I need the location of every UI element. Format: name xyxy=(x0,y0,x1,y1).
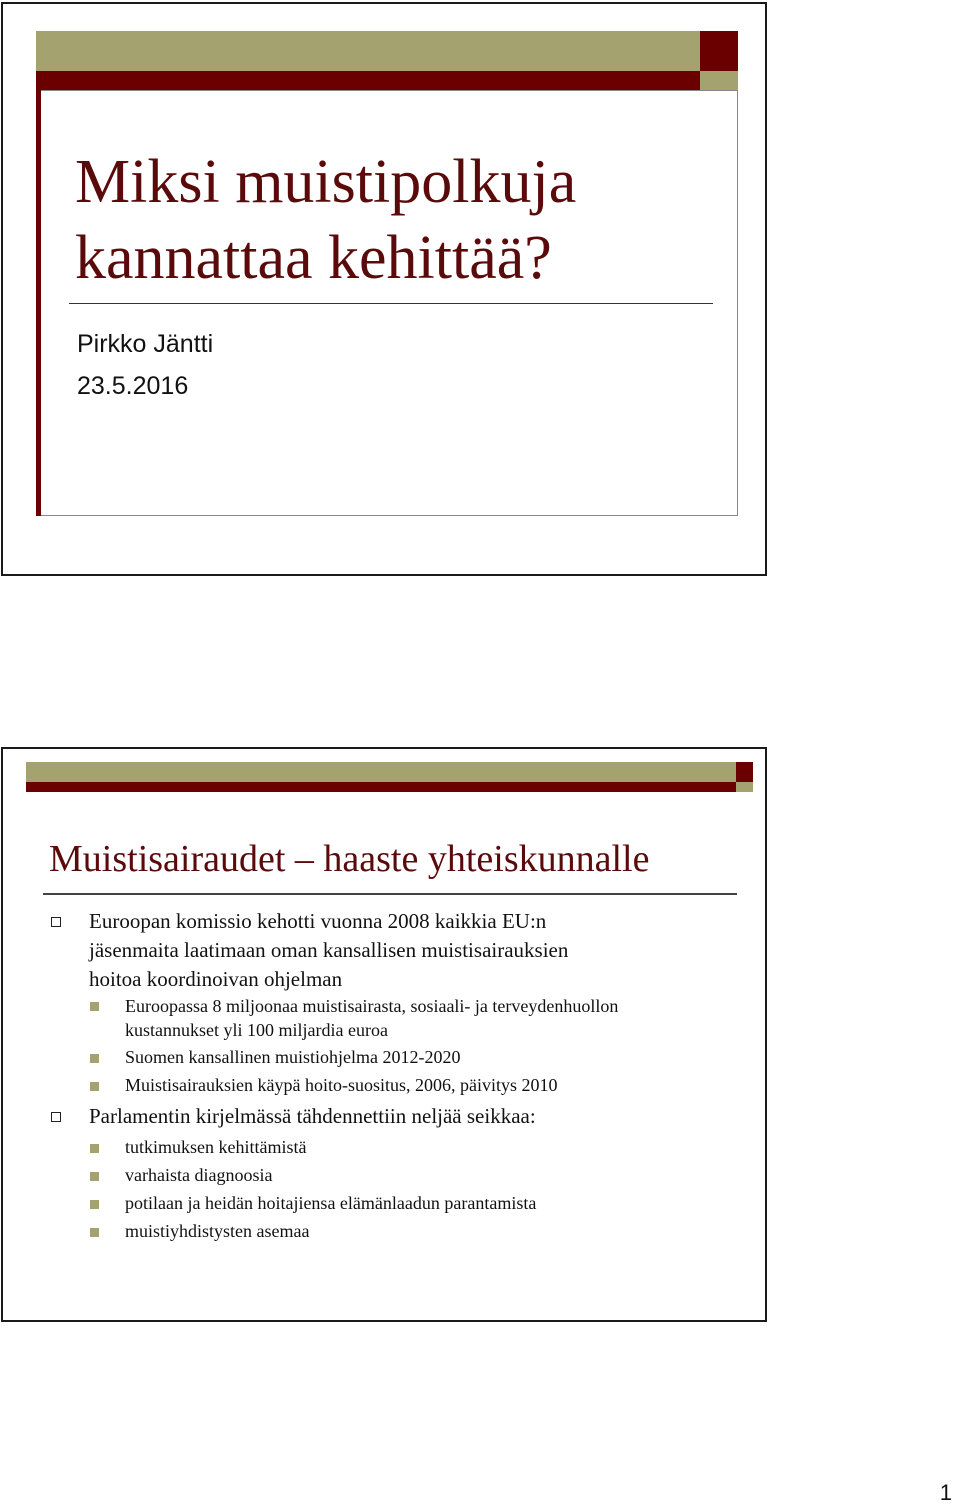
header-olive-square xyxy=(736,782,753,792)
sub-bullet-text: Euroopassa 8 miljoonaa muistisairasta, sosiaali- ja terveydenhuollon xyxy=(125,996,619,1016)
bullet-text-line: hoitoa koordinoivan ohjelman xyxy=(89,967,343,991)
sub-bullet-item xyxy=(125,994,725,1042)
bullet-text-line: Euroopan komissio kehotti vuonna 2008 kaikkia EU:n xyxy=(89,909,547,933)
header-olive-band xyxy=(36,31,700,71)
slide-title xyxy=(75,144,715,296)
square-bullet-icon xyxy=(90,1172,99,1181)
sub-bullet-item: muistiyhdistysten asemaa xyxy=(125,1221,310,1241)
square-bullet-icon xyxy=(90,1082,99,1091)
title-divider xyxy=(43,893,737,895)
author-name: Pirkko Jäntti xyxy=(77,330,214,358)
hollow-square-bullet-icon xyxy=(51,917,61,927)
hollow-square-bullet-icon xyxy=(51,1112,61,1122)
slide-title-line1: Miksi muistipolkuja xyxy=(75,148,577,216)
square-bullet-icon xyxy=(90,1228,99,1237)
sub-bullet-item: potilaan ja heidän hoitajiensa elämänlaadun parantamista xyxy=(125,1193,537,1213)
sub-bullet-item: tutkimuksen kehittämistä xyxy=(125,1137,307,1157)
slide-title: Muistisairaudet – haaste yhteiskunnalle xyxy=(49,838,650,880)
title-divider xyxy=(69,303,713,304)
sub-bullet-item: varhaista diagnoosia xyxy=(125,1165,273,1185)
slide-title-line2: kannattaa kehittää? xyxy=(75,224,552,292)
sub-bullet-text: kustannukset yli 100 miljardia euroa xyxy=(125,1020,388,1040)
header-red-square xyxy=(736,762,753,782)
presentation-date: 23.5.2016 xyxy=(77,372,189,400)
content-slide xyxy=(1,747,767,1322)
page-number: 1 xyxy=(939,1480,952,1505)
header-olive-square xyxy=(700,71,738,90)
header-olive-band xyxy=(26,762,736,782)
sub-bullet-item: Suomen kansallinen muistiohjelma 2012-2020 xyxy=(125,1047,461,1067)
square-bullet-icon xyxy=(90,1200,99,1209)
title-slide xyxy=(1,2,767,576)
bullet-text-line: jäsenmaita laatimaan oman kansallisen muistisairauksien xyxy=(89,938,569,962)
sub-bullet-item: Muistisairauksien käypä hoito-suositus, 2006, päivitys 2010 xyxy=(125,1075,558,1095)
bullet-item xyxy=(89,907,729,994)
header-red-band xyxy=(26,782,736,792)
header-red-square xyxy=(700,31,738,71)
bullet-item: Parlamentin kirjelmässä tähdennettiin neljää seikkaa: xyxy=(89,1104,536,1128)
square-bullet-icon xyxy=(90,1054,99,1063)
square-bullet-icon xyxy=(90,1144,99,1153)
header-red-band xyxy=(36,71,700,90)
square-bullet-icon xyxy=(90,1002,99,1011)
